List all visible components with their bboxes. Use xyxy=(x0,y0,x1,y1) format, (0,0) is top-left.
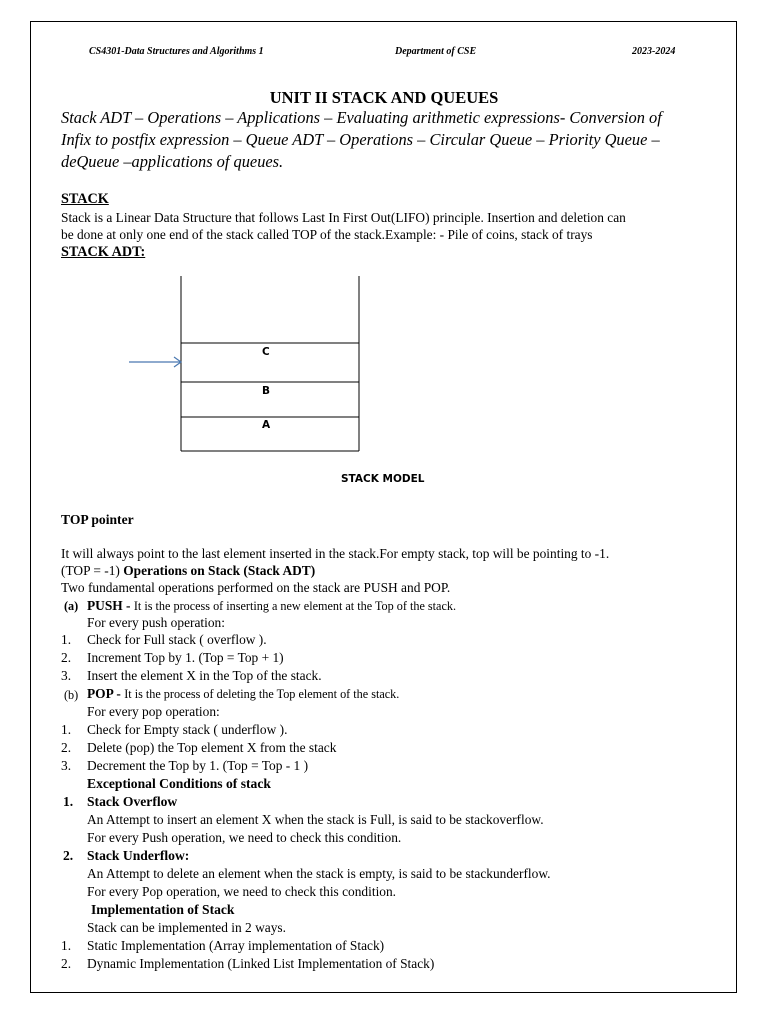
push-step-3-number: 3. xyxy=(61,668,72,683)
underflow-number: 2. xyxy=(63,848,74,863)
overflow-line-2: For every Push operation, we need to check this condition. xyxy=(87,830,402,845)
top-pointer-line-2: (TOP = -1) Operations on Stack (Stack ADT) xyxy=(61,563,316,578)
unit-title: UNIT II STACK AND QUEUES xyxy=(269,88,499,107)
pop-intro: For every pop operation: xyxy=(87,704,220,719)
stack-cell-c: C xyxy=(262,346,270,358)
header-department: Department of CSE xyxy=(395,46,477,57)
stack-heading: STACK xyxy=(61,191,109,207)
top-pointer-heading: TOP pointer xyxy=(61,512,134,527)
implementation-heading: Implementation of Stack xyxy=(91,902,235,917)
stack-cell-a: A xyxy=(262,419,271,431)
implementation-intro: Stack can be implemented in 2 ways. xyxy=(87,920,286,935)
underflow-line-2: For every Pop operation, we need to check this condition. xyxy=(87,884,397,899)
syllabus-line-1: Stack ADT – Operations – Applications – Evaluating arithmetic expressions- Conversion of xyxy=(61,108,662,127)
push-marker: (a) xyxy=(64,599,79,613)
top-pointer-line-3: Two fundamental operations performed on the stack are PUSH and POP. xyxy=(61,580,451,595)
implementation-way-1: Static Implementation (Array implementation of Stack) xyxy=(87,938,385,953)
overflow-number: 1. xyxy=(63,794,74,809)
push-step-2-number: 2. xyxy=(61,650,72,665)
pop-step-3-number: 3. xyxy=(61,758,72,773)
operations-heading: Operations on Stack (Stack ADT) xyxy=(123,563,316,578)
implementation-way-2-number: 2. xyxy=(61,956,72,971)
overflow-title: Stack Overflow xyxy=(87,794,178,809)
implementation-way-1-number: 1. xyxy=(61,938,72,953)
pop-step-2-number: 2. xyxy=(61,740,72,755)
header-course: CS4301-Data Structures and Algorithms 1 xyxy=(89,46,264,57)
stack-cell-b: B xyxy=(262,385,271,397)
underflow-title: Stack Underflow: xyxy=(87,848,190,863)
push-step-1-number: 1. xyxy=(61,632,72,647)
syllabus-line-3: deQueue –applications of queues. xyxy=(61,152,284,171)
header-year: 2023-2024 xyxy=(632,46,676,57)
push-step-1: Check for Full stack ( overflow ). xyxy=(87,632,267,647)
stack-model-diagram xyxy=(0,0,768,500)
syllabus-line-2: Infix to postfix expression – Queue ADT – Operations – Circular Queue – Priority Queue – xyxy=(61,130,660,149)
stack-model-caption: STACK MODEL xyxy=(341,473,425,485)
pop-step-2: Delete (pop) the Top element X from the stack xyxy=(87,740,337,755)
stack-adt-heading: STACK ADT: xyxy=(61,244,146,260)
pop-step-1-number: 1. xyxy=(61,722,72,737)
stack-definition-1: Stack is a Linear Data Structure that follows Last In First Out(LIFO) principle. Insertion and deletion can xyxy=(61,210,626,225)
push-title: PUSH - xyxy=(87,598,134,613)
stack-definition-2: be done at only one end of the stack called TOP of the stack.Example: - Pile of coins, stack of trays xyxy=(61,227,593,242)
pop-step-1: Check for Empty stack ( underflow ). xyxy=(87,722,288,737)
implementation-way-2: Dynamic Implementation (Linked List Implementation of Stack) xyxy=(87,956,435,971)
exceptional-heading: Exceptional Conditions of stack xyxy=(87,776,271,791)
push-step-2: Increment Top by 1. (Top = Top + 1) xyxy=(87,650,284,665)
underflow-line-1: An Attempt to delete an element when the stack is empty, is said to be stackunderflow. xyxy=(87,866,551,881)
push-intro: For every push operation: xyxy=(87,615,225,630)
push-title-line: PUSH - It is the process of inserting a new element at the Top of the stack. xyxy=(87,598,457,613)
pop-title-line: POP - It is the process of deleting the Top element of the stack. xyxy=(87,686,400,701)
pop-marker: (b) xyxy=(64,688,79,702)
pop-title: POP - xyxy=(87,686,125,701)
overflow-line-1: An Attempt to insert an element X when the stack is Full, is said to be stackoverflow. xyxy=(87,812,544,827)
pop-step-3: Decrement the Top by 1. (Top = Top - 1 ) xyxy=(87,758,309,773)
push-step-3: Insert the element X in the Top of the stack. xyxy=(87,668,322,683)
top-pointer-line-1: It will always point to the last element inserted in the stack.For empty stack, top will be pointing to -1. xyxy=(61,546,610,561)
